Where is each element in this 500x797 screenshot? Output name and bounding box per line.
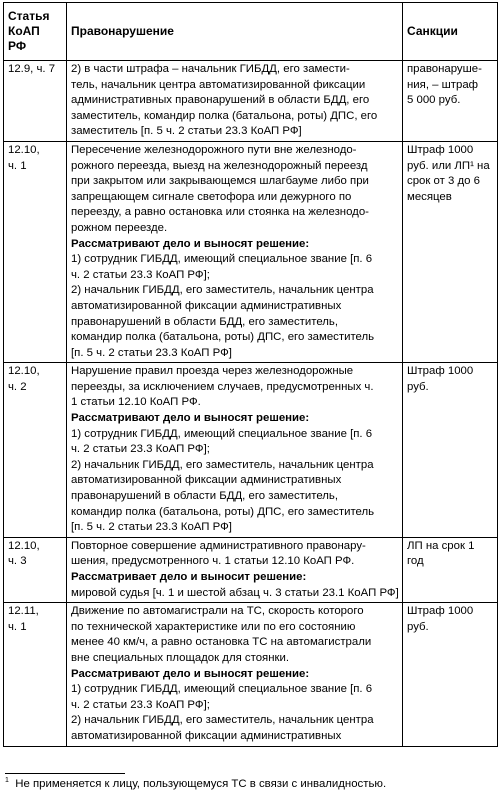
offense-line: переезды, за исключением случаев, предусмотренных ч.	[71, 380, 374, 393]
article-cell	[4, 537, 67, 602]
sanction-cell	[403, 537, 498, 602]
sanction-line: руб.	[407, 380, 429, 393]
offense-line: 2) в части штрафа – начальник ГИБДД, его замести-	[71, 63, 350, 75]
offense-line: вне специальных площадок для стоянки.	[71, 651, 290, 664]
table-row	[4, 363, 498, 538]
offense-cell	[67, 61, 403, 142]
offense-cell	[67, 537, 403, 602]
offense-line: шения, предусмотренного ч. 1 статьи 12.10 КоАП РФ.	[71, 555, 355, 568]
sanction-cell	[403, 363, 498, 538]
article-line: ч. 1	[8, 620, 27, 633]
article-line: ч. 2	[8, 380, 27, 393]
sanction-line: 5 000 руб.	[407, 94, 461, 107]
sanction-line: месяцев	[407, 190, 452, 203]
footnote-mark: 1	[5, 777, 9, 785]
header-article: Статья КоАП РФ	[4, 3, 67, 61]
article-cell	[4, 363, 67, 538]
offense-line: Пересечение железнодорожного пути вне железнодо-	[71, 143, 357, 156]
sanction-line: Штраф 1000	[407, 605, 474, 618]
authority-heading: Рассматривают дело и выносят решение:	[71, 412, 310, 425]
offense-line: 2) начальник ГИБДД, его заместитель, начальник центра	[71, 284, 374, 297]
offense-line: 2) начальник ГИБДД, его заместитель, начальник центра	[71, 458, 374, 471]
offense-line: автоматизированной фиксации административных	[71, 299, 342, 312]
offense-line: правонарушений в области БДД, его заместитель,	[71, 490, 339, 503]
offense-line: 1) сотрудник ГИБДД, имеющий специальное звание [п. 6	[71, 427, 373, 440]
table-header-row	[4, 3, 498, 61]
article-line: 12.10,	[8, 143, 40, 156]
table-row	[4, 537, 498, 602]
authority-heading: Рассматривают дело и выносят решение:	[71, 237, 310, 250]
article-line: 12.11,	[8, 605, 39, 618]
sanction-line: руб. или ЛП¹ на	[407, 159, 490, 172]
offense-line: 1 статьи 12.10 КоАП РФ.	[71, 396, 201, 409]
offense-line: правонарушений в области БДД, его заместитель,	[71, 315, 339, 328]
offense-cell	[67, 363, 403, 538]
article-line: 12.10,	[8, 365, 40, 378]
offense-line: Повторное совершение административного правонару-	[71, 539, 366, 552]
offense-line: 1) сотрудник ГИБДД, имеющий специальное звание [п. 6	[71, 253, 373, 266]
sanction-line: срок от 3 до 6	[407, 175, 480, 188]
offense-cell	[67, 141, 403, 362]
offense-line: запрещающем сигнале светофора или дежурного по	[71, 190, 352, 203]
offense-cell	[67, 603, 403, 746]
offense-line: рожном переезде.	[71, 221, 168, 234]
offense-line: [п. 5 ч. 2 статьи 23.3 КоАП РФ]	[71, 346, 232, 359]
sanction-line: руб.	[407, 620, 429, 633]
article-line: 12.9, ч. 7	[8, 63, 56, 75]
offense-line: рожного переезда, выезд на железнодорожный переезд	[71, 159, 368, 172]
article-line: ч. 1	[8, 159, 27, 172]
article-cell	[4, 603, 67, 746]
sanction-cell	[403, 141, 498, 362]
offense-line: тель, начальник центра автоматизированной фиксации	[71, 78, 366, 91]
header-sanctions: Санкции	[403, 3, 498, 61]
header-offense: Правонарушение	[67, 3, 403, 61]
offense-line: командир полка (батальона, роты) ДПС, его заместитель	[71, 505, 375, 518]
offense-line: административных правонарушений в области БДД, его	[71, 94, 370, 107]
article-cell	[4, 61, 67, 142]
offense-line: менее 40 км/ч, а равно остановка ТС на автомагистрали	[71, 636, 372, 649]
offense-line: командир полка (батальона, роты) ДПС, его заместитель	[71, 331, 375, 344]
article-line: 12.10,	[8, 539, 40, 552]
table-row	[4, 141, 498, 362]
offense-line: по технической характеристике или по его состоянию	[71, 620, 356, 633]
penalties-table	[3, 2, 498, 747]
table-row	[4, 61, 498, 142]
article-line: ч. 3	[8, 555, 27, 568]
table-row	[4, 603, 498, 746]
offense-line: ч. 2 статьи 23.3 КоАП РФ];	[71, 443, 210, 456]
offense-line: переезду, а равно остановка или стоянка на железнодо-	[71, 206, 369, 219]
sanction-line: ния, – штраф	[407, 78, 479, 91]
offense-line: [п. 5 ч. 2 статьи 23.3 КоАП РФ]	[71, 521, 232, 534]
sanction-line: ЛП на срок 1	[407, 539, 475, 552]
sanction-line: Штраф 1000	[407, 143, 474, 156]
authority-heading: Рассматривает дело и выносит решение:	[71, 571, 307, 583]
offense-line: мировой судья [ч. 1 и шестой абзац ч. 3 статьи 23.1 КоАП РФ]	[71, 586, 399, 599]
footnote	[5, 777, 386, 791]
footnote-divider	[5, 773, 125, 774]
offense-line: 1) сотрудник ГИБДД, имеющий специальное звание [п. 6	[71, 683, 373, 696]
offense-line: Движение по автомагистрали на ТС, скорость которого	[71, 605, 364, 618]
offense-line: автоматизированной фиксации административных	[71, 474, 342, 487]
offense-line: ч. 2 статьи 23.3 КоАП РФ];	[71, 698, 210, 711]
sanction-line: правонаруше-	[407, 63, 482, 75]
offense-line: автоматизированной фиксации административных	[71, 729, 342, 742]
article-cell	[4, 141, 67, 362]
sanction-cell	[403, 61, 498, 142]
offense-line: заместитель [п. 5 ч. 2 статьи 23.3 КоАП РФ]	[71, 125, 302, 138]
offense-line: заместитель, командир полка (батальона, роты) ДПС, его	[71, 109, 378, 122]
offense-line: Нарушение правил проезда через железнодорожные	[71, 365, 354, 378]
footnote-text: Не применяется к лицу, пользующемуся ТС в связи с инвалидностью.	[15, 778, 387, 790]
authority-heading: Рассматривают дело и выносят решение:	[71, 667, 310, 680]
offense-line: 2) начальник ГИБДД, его заместитель, начальник центра	[71, 714, 374, 727]
sanction-line: Штраф 1000	[407, 365, 474, 378]
offense-line: ч. 2 статьи 23.3 КоАП РФ];	[71, 268, 210, 281]
sanction-line: год	[407, 555, 424, 568]
offense-line: при закрытом или закрывающемся шлагбауме либо при	[71, 175, 369, 188]
sanction-cell	[403, 603, 498, 746]
